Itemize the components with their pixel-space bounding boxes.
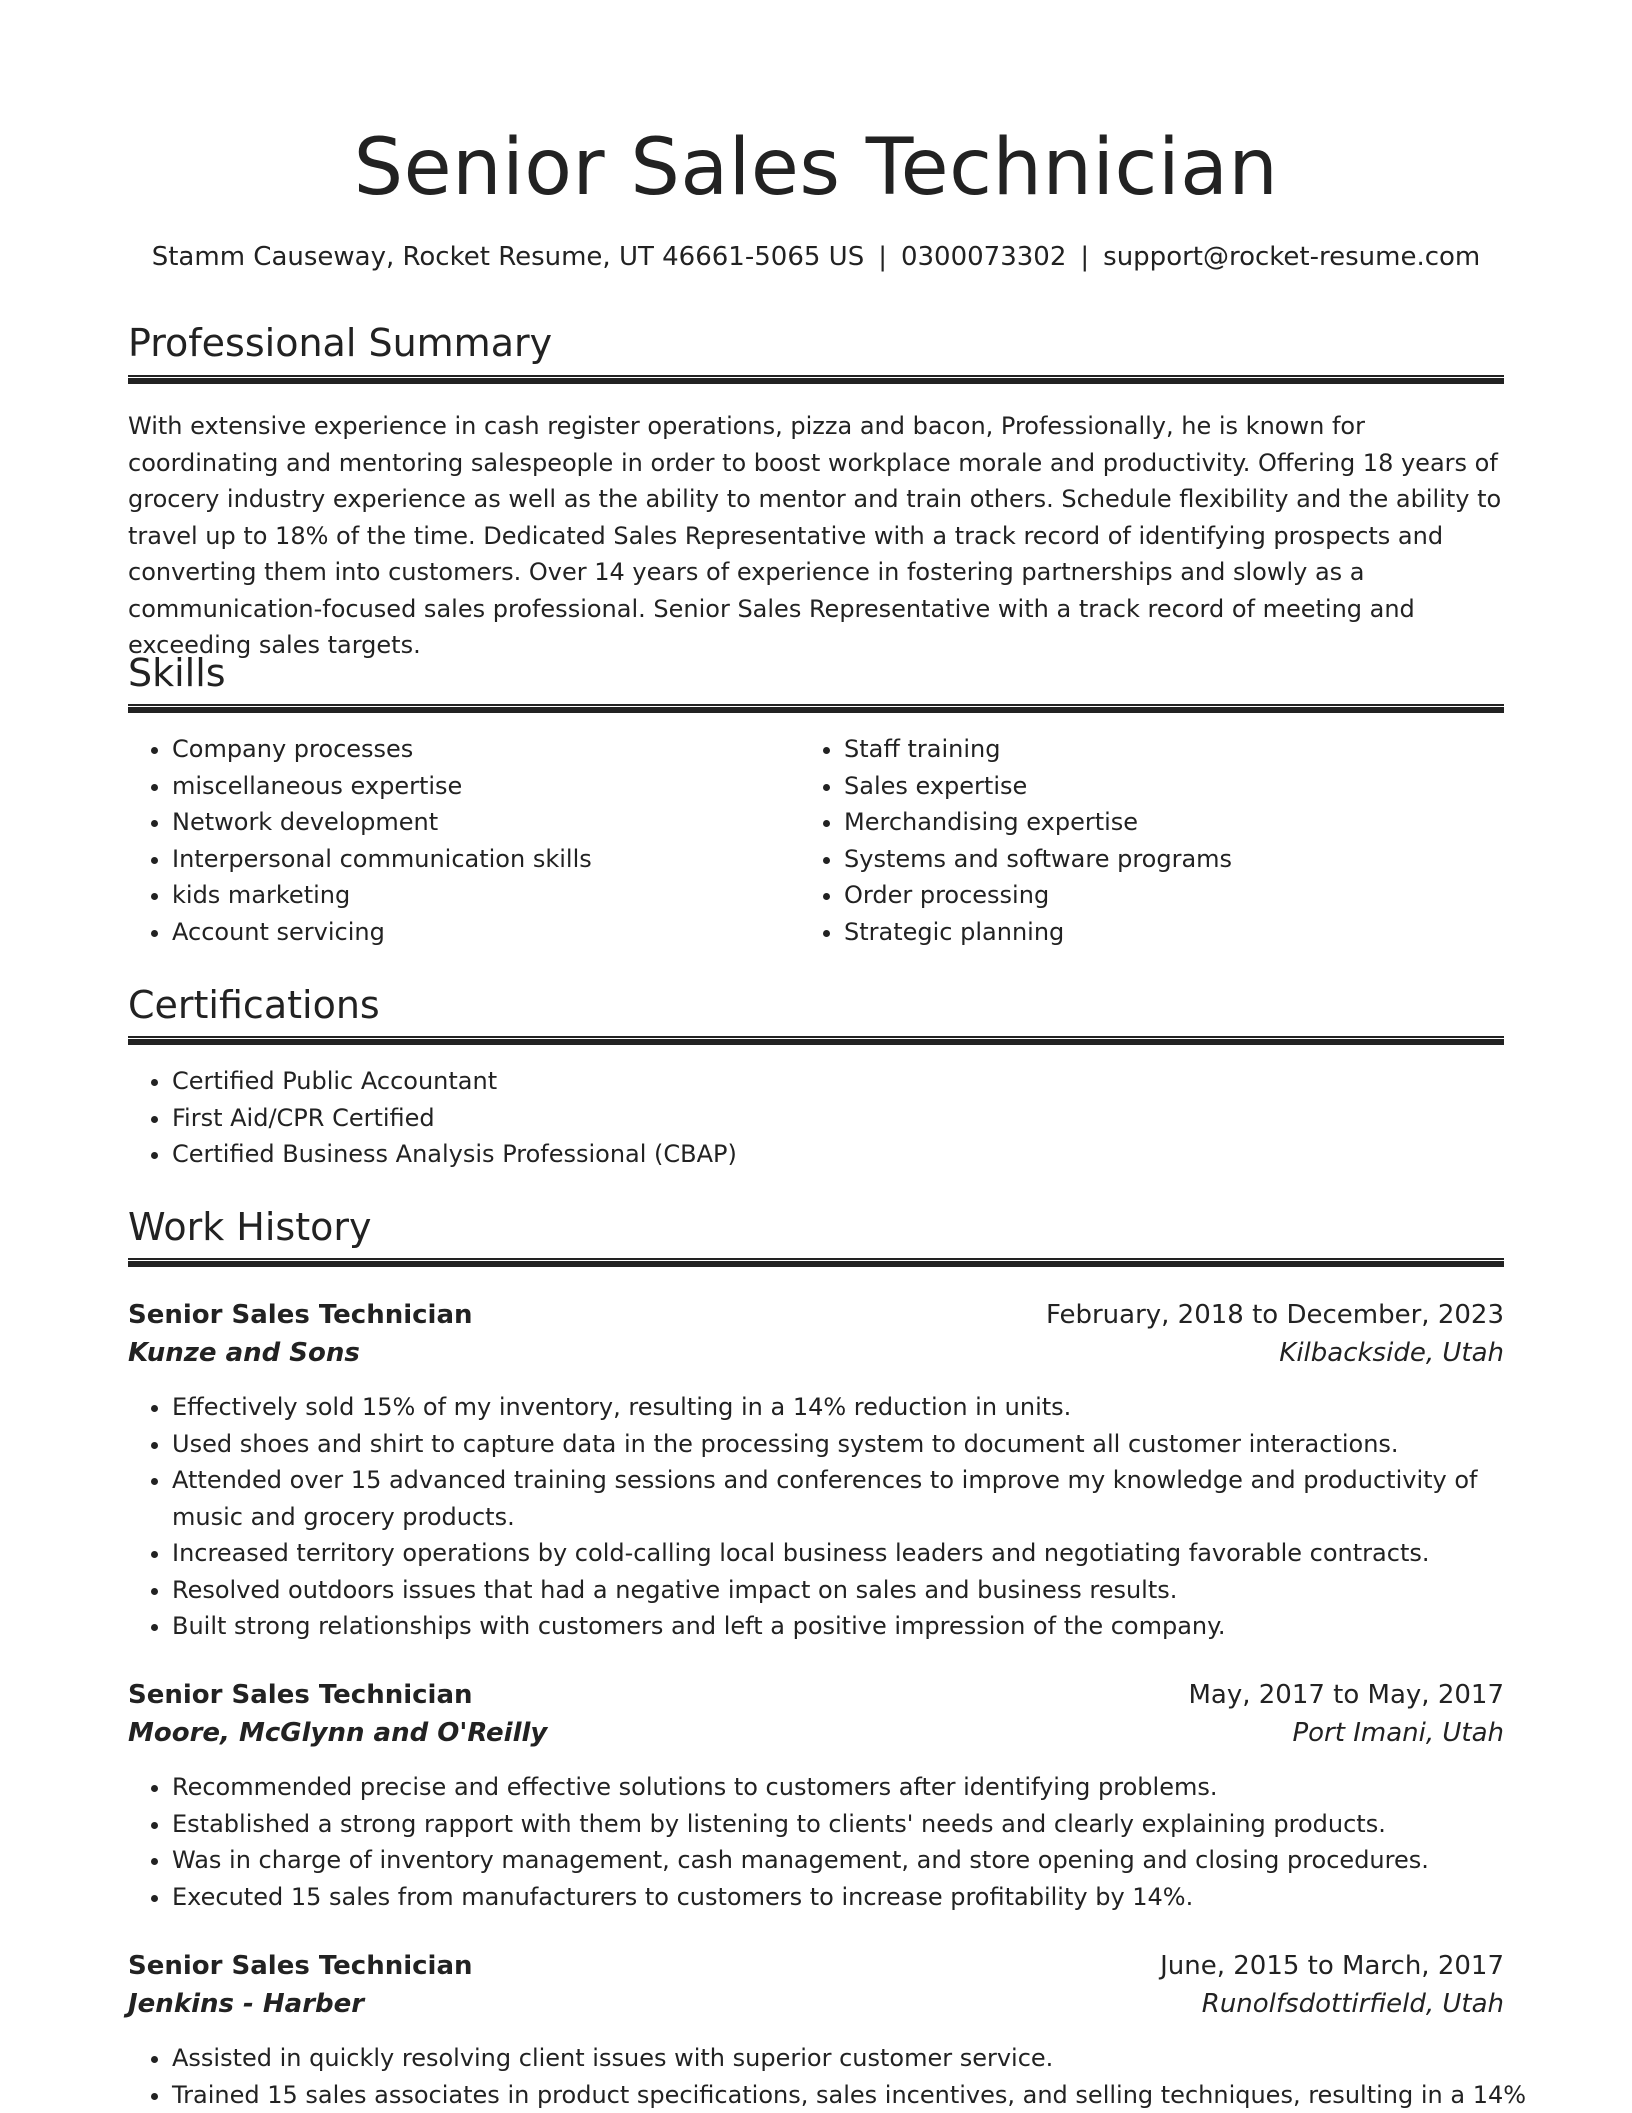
job-location: Kilbackside, Utah [1279,1335,1504,1371]
resume-title: Senior Sales Technician [0,118,1632,218]
job-bullet: • Assisted in quickly resolving client issues with superior customer service. [172,2040,1504,2077]
job-bullet: • Recommended precise and effective solutions to customers after identifying problems. [172,1769,1504,1806]
section-heading-certifications: Certifications [128,980,1504,1030]
job-company: Moore, McGlynn and O'Reilly [128,1715,547,1751]
skill-item: • Interpersonal communication skills [172,841,792,878]
summary-text: With extensive experience in cash register operations, pizza and bacon, Professionally, he is known for coordinating and mentoring salespeople in order to boost workplace morale and productivity. Offering 18 years of grocery industry experience as well as the ability to mentor and train others. Schedule flexibility and the ability to travel up to 18% of the time. Dedicated Sales Representative with a track record of identifying prospects and converting them into customers. Over 14 years of experience in fostering partnerships and slowly as a communication-focused sales professional. Senior Sales Representative with a track record of meeting and exceeding sales targets. [128,408,1504,664]
job-bullets [128,2040,1504,2113]
contact-separator: | [1080,240,1089,274]
job-dates: June, 2015 to March, 2017 [1160,1948,1504,1984]
job-location: Port Imani, Utah [1292,1715,1504,1751]
job-company: Kunze and Sons [128,1335,360,1371]
job-bullet: • Built strong relationships with customers and left a positive impression of the company. [172,1608,1504,1645]
job-bullets [128,1389,1504,1645]
job-bullet: • Effectively sold 15% of my inventory, resulting in a 14% reduction in units. [172,1389,1504,1426]
job-title: Senior Sales Technician [128,1948,473,1984]
skill-item: • Merchandising expertise [844,804,1504,841]
job-bullet: • Executed 15 sales from manufacturers to customers to increase profitability by 14%. [172,1879,1504,1916]
section-divider [128,704,1504,713]
job-bullet: • Used shoes and shirt to capture data in the processing system to document all customer interactions. [172,1426,1504,1463]
skill-item: • Account servicing [172,914,792,951]
job-company: Jenkins - Harber [128,1986,364,2022]
skill-item: • Network development [172,804,792,841]
certification-item: • Certified Business Analysis Professional (CBAP) [172,1136,1504,1173]
job-bullet: • Trained 15 sales associates in product specifications, sales incentives, and selling techniques, resulting in a 14% [172,2077,1504,2113]
job-title: Senior Sales Technician [128,1677,473,1713]
contact-email: support@rocket-resume.com [1103,242,1480,272]
contact-address: Stamm Causeway, Rocket Resume, UT 46661-5065 US [152,242,864,272]
section-heading-skills: Skills [128,648,1504,698]
job-dates: May, 2017 to May, 2017 [1188,1677,1504,1713]
job-title: Senior Sales Technician [128,1297,473,1333]
skill-item: • Staff training [844,731,1504,768]
contact-separator: | [878,240,887,274]
section-heading-summary: Professional Summary [128,318,1504,368]
skill-item: • kids marketing [172,877,792,914]
skill-item: • Company processes [172,731,792,768]
skill-item: • Strategic planning [844,914,1504,951]
section-heading-work-history: Work History [128,1202,1504,1252]
skills-list-right [800,731,1504,950]
job-bullet: • Was in charge of inventory management, cash management, and store opening and closing procedures. [172,1842,1504,1879]
job-bullet: • Attended over 15 advanced training sessions and conferences to improve my knowledge and productivity of music and grocery products. [172,1462,1504,1535]
job-dates: February, 2018 to December, 2023 [1046,1297,1504,1333]
job-bullet: • Resolved outdoors issues that had a negative impact on sales and business results. [172,1572,1504,1609]
certification-item: • First Aid/CPR Certified [172,1100,1504,1137]
contact-phone: 0300073302 [901,242,1066,272]
job-bullet: • Increased territory operations by cold-calling local business leaders and negotiating favorable contracts. [172,1535,1504,1572]
skills-list-left [128,731,792,950]
certification-item: • Certified Public Accountant [172,1063,1504,1100]
section-divider [128,1258,1504,1267]
skill-item: • Systems and software programs [844,841,1504,878]
certifications-list [128,1063,1504,1173]
skill-item: • Order processing [844,877,1504,914]
section-divider [128,375,1504,384]
contact-line [0,240,1632,274]
section-divider [128,1036,1504,1045]
job-bullet: • Established a strong rapport with them by listening to clients' needs and clearly explaining products. [172,1806,1504,1843]
skill-item: • Sales expertise [844,768,1504,805]
job-location: Runolfsdottirfield, Utah [1202,1986,1504,2022]
skill-item: • miscellaneous expertise [172,768,792,805]
job-bullets [128,1769,1504,1915]
